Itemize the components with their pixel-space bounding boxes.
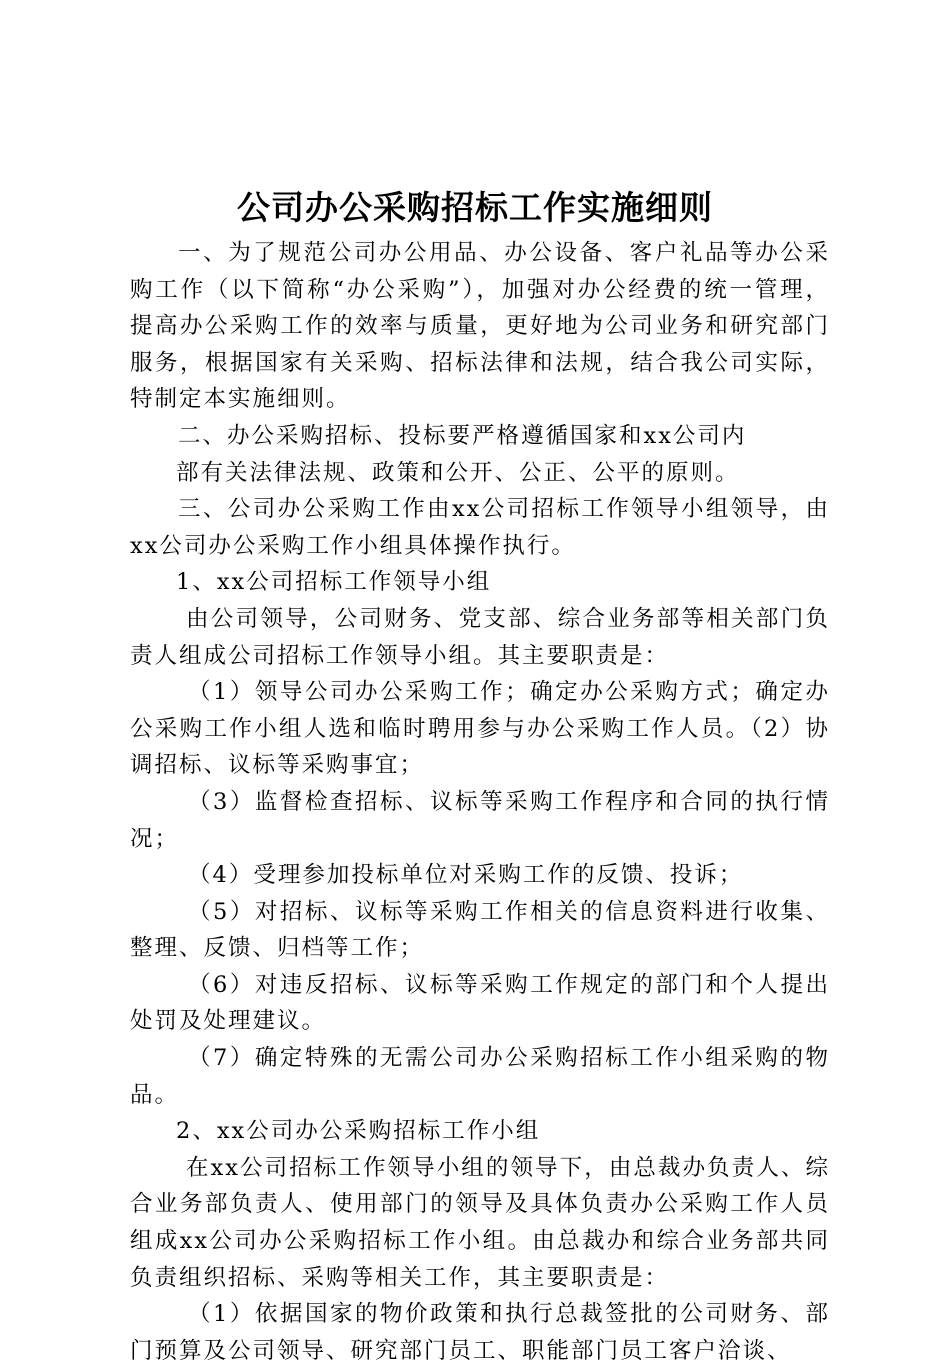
section-heading-2: 2、xx公司办公采购招标工作小组 [176, 1118, 541, 1145]
paragraph-5: 在xx公司招标工作领导小组的领导下，由总裁办负责人、综合业务部负责人、使用部门的领导及具体负责办公采购工作人员组成xx公司办公采购招标工作小组。由总裁办和综合业务部共同负责组织招标、采购等相关工作，其主要职责是： [130, 1154, 830, 1291]
paragraph-1: 一、为了规范公司办公用品、办公设备、客户礼品等办公采购工作（以下简称“办公采购”），加强对办公经费的统一管理，提高办公采购工作的效率与质量，更好地为公司业务和研究部门服务，根据国家有关采购、招标法律和法规，结合我公司实际，特制定本实施细则。 [130, 240, 830, 413]
document-body [130, 235, 830, 1369]
document-title: 公司办公采购招标工作实施细则 [237, 188, 713, 227]
paragraph-2: 二、办公采购招标、投标要严格遵循国家和xx公司内 [178, 422, 747, 449]
list-item-8: （1）依据国家的物价政策和执行总裁签批的公司财务、部门预算及公司领导、研究部门员工、职能部门员工客户洽谈、 [130, 1301, 830, 1364]
section-heading-1: 1、xx公司招标工作领导小组 [176, 569, 492, 596]
list-item-4: （4）受理参加投标单位对采购工作的反馈、投诉； [188, 862, 744, 889]
list-item-7: （7）确定特殊的无需公司办公采购招标工作小组采购的物品。 [130, 1045, 830, 1108]
list-item-6: （6）对违反招标、议标等采购工作规定的部门和个人提出处罚及处理建议。 [130, 971, 830, 1035]
list-item-5: （5）对招标、议标等采购工作相关的信息资料进行收集、整理、反馈、归档等工作； [130, 898, 830, 962]
list-item-1: （1）领导公司办公采购工作；确定办公采购方式；确定办公采购工作小组人选和临时聘用参与办公采购工作人员。（2）协调招标、议标等采购事宜； [130, 679, 830, 779]
list-item-3: （3）监督检查招标、议标等采购工作程序和合同的执行情况； [130, 788, 830, 852]
paragraph-3: 三、公司办公采购工作由xx公司招标工作领导小组领导，由xx公司办公采购工作小组具体操作执行。 [130, 496, 830, 559]
paragraph-2-continued: 部有关法律法规、政策和公开、公正、公平的原则。 [176, 459, 740, 486]
paragraph-4: 由公司领导，公司财务、党支部、综合业务部等相关部门负责人组成公司招标工作领导小组。其主要职责是： [130, 605, 830, 669]
